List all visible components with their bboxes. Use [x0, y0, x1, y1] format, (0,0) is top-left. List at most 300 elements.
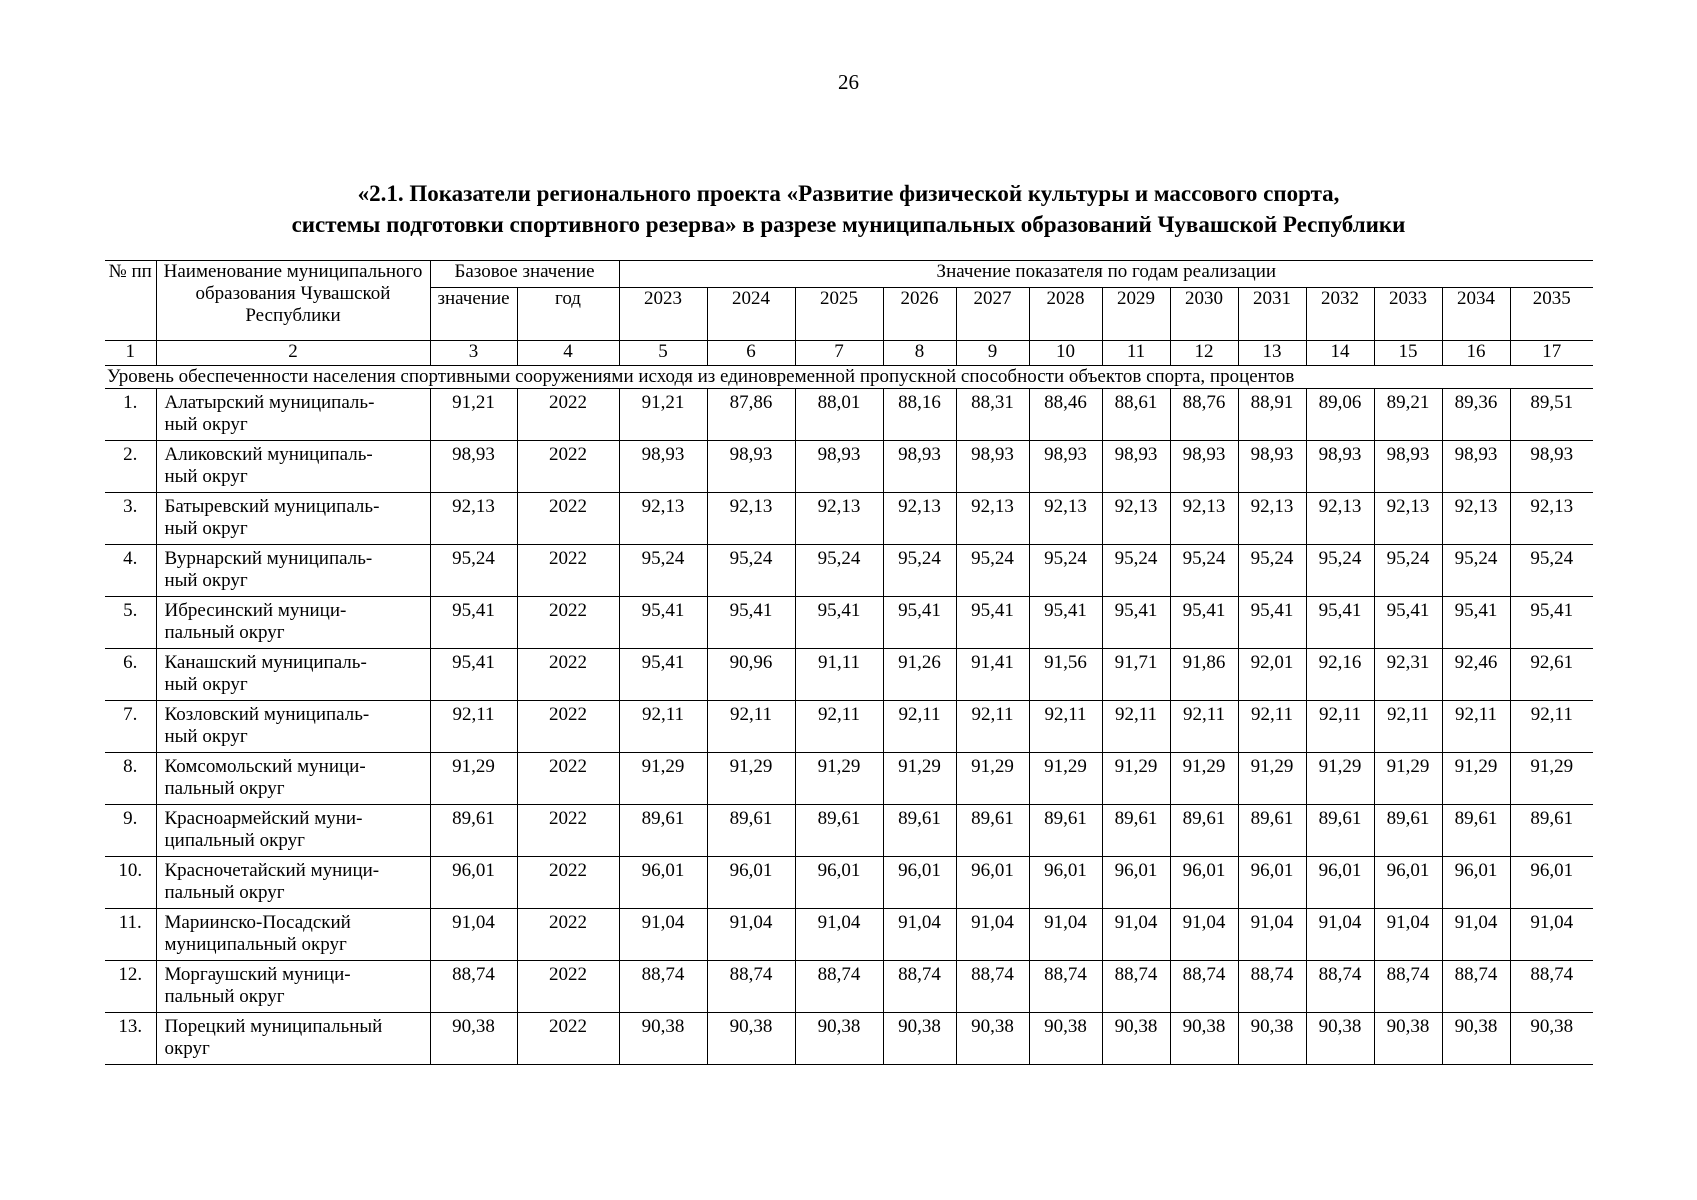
column-number: 9 [956, 341, 1029, 366]
year-value: 92,13 [1510, 493, 1593, 545]
base-year: 2022 [517, 649, 619, 701]
year-value: 88,31 [956, 389, 1029, 441]
year-value: 96,01 [795, 857, 883, 909]
year-value: 90,38 [1029, 1013, 1102, 1065]
header-years-group: Значение показателя по годам реализации [619, 261, 1593, 288]
base-year: 2022 [517, 753, 619, 805]
year-value: 98,93 [1170, 441, 1238, 493]
year-value: 95,41 [619, 649, 707, 701]
base-value: 95,24 [430, 545, 517, 597]
base-year: 2022 [517, 805, 619, 857]
municipality-name-line-1: Красночетайский муници- [164, 860, 380, 881]
municipality-name-line-1: Моргаушский муници- [164, 964, 351, 985]
municipality-name-line-1: Алатырский муниципаль- [164, 392, 375, 413]
year-value: 95,24 [1510, 545, 1593, 597]
year-value: 89,61 [619, 805, 707, 857]
year-value: 92,13 [1102, 493, 1170, 545]
year-value: 98,93 [1442, 441, 1510, 493]
base-year: 2022 [517, 545, 619, 597]
year-value: 96,01 [1029, 857, 1102, 909]
year-value: 92,46 [1442, 649, 1510, 701]
year-value: 89,51 [1510, 389, 1593, 441]
row-number: 6. [105, 649, 156, 701]
year-value: 89,61 [956, 805, 1029, 857]
year-value: 88,74 [619, 961, 707, 1013]
year-value: 89,61 [1029, 805, 1102, 857]
municipality-name [156, 1013, 430, 1065]
municipality-name-line-2: ный округ [164, 466, 248, 487]
year-value: 91,26 [883, 649, 956, 701]
column-number: 4 [517, 341, 619, 366]
year-value: 92,13 [1442, 493, 1510, 545]
year-value: 89,61 [1442, 805, 1510, 857]
year-value: 91,29 [795, 753, 883, 805]
row-number: 9. [105, 805, 156, 857]
municipality-name [156, 389, 430, 441]
year-value: 89,61 [1102, 805, 1170, 857]
year-value: 95,24 [1306, 545, 1374, 597]
year-value: 91,04 [1102, 909, 1170, 961]
table-row [105, 545, 1593, 597]
header-year: 2027 [956, 288, 1029, 341]
table-row [105, 389, 1593, 441]
table-row [105, 649, 1593, 701]
year-value: 88,74 [1102, 961, 1170, 1013]
year-value: 95,41 [707, 597, 795, 649]
year-value: 88,74 [1510, 961, 1593, 1013]
header-year: 2035 [1510, 288, 1593, 341]
base-year: 2022 [517, 961, 619, 1013]
year-value: 88,74 [1374, 961, 1442, 1013]
table-row [105, 597, 1593, 649]
year-value: 98,93 [1306, 441, 1374, 493]
base-value: 96,01 [430, 857, 517, 909]
year-value: 90,38 [1442, 1013, 1510, 1065]
year-value: 91,04 [707, 909, 795, 961]
municipality-name [156, 649, 430, 701]
base-year: 2022 [517, 701, 619, 753]
year-value: 95,24 [1029, 545, 1102, 597]
year-value: 90,38 [1306, 1013, 1374, 1065]
column-number: 11 [1102, 341, 1170, 366]
municipality-name [156, 961, 430, 1013]
title-line-1: «2.1. Показатели регионального проекта «Развитие физической культуры и массового спорта, [357, 181, 1340, 206]
municipality-name-line-1: Батыревский муниципаль- [164, 496, 380, 517]
row-number: 5. [105, 597, 156, 649]
table-row [105, 857, 1593, 909]
year-value: 90,38 [883, 1013, 956, 1065]
year-value: 90,96 [707, 649, 795, 701]
year-value: 96,01 [956, 857, 1029, 909]
year-value: 92,01 [1238, 649, 1306, 701]
row-number: 2. [105, 441, 156, 493]
year-value: 90,38 [1238, 1013, 1306, 1065]
year-value: 95,41 [1306, 597, 1374, 649]
year-value: 92,13 [1374, 493, 1442, 545]
municipality-name [156, 909, 430, 961]
year-value: 96,01 [1102, 857, 1170, 909]
column-number: 6 [707, 341, 795, 366]
year-value: 91,29 [707, 753, 795, 805]
year-value: 95,41 [1510, 597, 1593, 649]
year-value: 98,93 [1102, 441, 1170, 493]
base-value: 92,13 [430, 493, 517, 545]
row-number: 1. [105, 389, 156, 441]
header-year: 2033 [1374, 288, 1442, 341]
year-value: 95,24 [1442, 545, 1510, 597]
year-value: 91,04 [1029, 909, 1102, 961]
year-value: 98,93 [1029, 441, 1102, 493]
year-value: 95,24 [707, 545, 795, 597]
year-value: 92,13 [883, 493, 956, 545]
year-value: 89,61 [795, 805, 883, 857]
year-value: 92,13 [1029, 493, 1102, 545]
base-value: 91,21 [430, 389, 517, 441]
year-value: 88,74 [1238, 961, 1306, 1013]
base-value: 90,38 [430, 1013, 517, 1065]
year-value: 95,24 [1170, 545, 1238, 597]
header-year: 2024 [707, 288, 795, 341]
year-value: 91,04 [1374, 909, 1442, 961]
year-value: 89,61 [1170, 805, 1238, 857]
year-value: 92,11 [1510, 701, 1593, 753]
municipality-name-line-2: пальный округ [164, 622, 285, 643]
year-value: 88,76 [1170, 389, 1238, 441]
base-year: 2022 [517, 1013, 619, 1065]
year-value: 91,04 [883, 909, 956, 961]
table-row [105, 701, 1593, 753]
year-value: 91,04 [1510, 909, 1593, 961]
base-year: 2022 [517, 857, 619, 909]
year-value: 88,91 [1238, 389, 1306, 441]
year-value: 95,41 [956, 597, 1029, 649]
municipality-name-line-2: ный округ [164, 570, 248, 591]
year-value: 96,01 [1306, 857, 1374, 909]
year-value: 91,29 [1238, 753, 1306, 805]
title-line-2: системы подготовки спортивного резерва» в разрезе муниципальных образований Чувашской Республики [291, 212, 1406, 237]
year-value: 91,29 [1102, 753, 1170, 805]
row-number: 7. [105, 701, 156, 753]
year-value: 90,38 [1102, 1013, 1170, 1065]
year-value: 96,01 [1170, 857, 1238, 909]
column-number: 1 [105, 341, 156, 366]
year-value: 88,01 [795, 389, 883, 441]
municipality-name-line-2: ный округ [164, 414, 248, 435]
year-value: 91,04 [1306, 909, 1374, 961]
year-value: 95,41 [795, 597, 883, 649]
header-year: 2031 [1238, 288, 1306, 341]
year-value: 95,41 [1170, 597, 1238, 649]
municipality-name-line-2: ный округ [164, 726, 248, 747]
year-value: 92,61 [1510, 649, 1593, 701]
year-value: 91,29 [1510, 753, 1593, 805]
year-value: 89,61 [883, 805, 956, 857]
year-value: 95,41 [619, 597, 707, 649]
year-value: 95,41 [1442, 597, 1510, 649]
year-value: 91,29 [1029, 753, 1102, 805]
year-value: 98,93 [619, 441, 707, 493]
municipality-name [156, 545, 430, 597]
column-number: 16 [1442, 341, 1510, 366]
year-value: 96,01 [619, 857, 707, 909]
column-number: 5 [619, 341, 707, 366]
year-value: 89,61 [1374, 805, 1442, 857]
year-value: 91,29 [883, 753, 956, 805]
municipality-name-line-1: Порецкий муниципальный [164, 1016, 383, 1037]
year-value: 91,29 [619, 753, 707, 805]
year-value: 92,11 [1029, 701, 1102, 753]
year-value: 91,04 [619, 909, 707, 961]
row-number: 3. [105, 493, 156, 545]
year-value: 95,24 [1102, 545, 1170, 597]
year-value: 92,11 [1442, 701, 1510, 753]
year-value: 92,11 [707, 701, 795, 753]
table-row [105, 1013, 1593, 1065]
header-year: 2025 [795, 288, 883, 341]
year-value: 92,13 [1170, 493, 1238, 545]
year-value: 88,74 [1306, 961, 1374, 1013]
year-value: 89,61 [1306, 805, 1374, 857]
year-value: 96,01 [1374, 857, 1442, 909]
municipality-name-line-2: округ [164, 1038, 210, 1059]
year-value: 92,13 [619, 493, 707, 545]
year-value: 91,56 [1029, 649, 1102, 701]
year-value: 95,41 [1102, 597, 1170, 649]
year-value: 92,13 [956, 493, 1029, 545]
base-value: 91,29 [430, 753, 517, 805]
municipality-name-line-1: Ибресинский муници- [164, 600, 347, 621]
municipality-name [156, 753, 430, 805]
column-number: 7 [795, 341, 883, 366]
header-year: 2032 [1306, 288, 1374, 341]
year-value: 91,29 [1374, 753, 1442, 805]
year-value: 91,86 [1170, 649, 1238, 701]
year-value: 95,41 [883, 597, 956, 649]
year-value: 90,38 [1374, 1013, 1442, 1065]
year-value: 88,74 [1170, 961, 1238, 1013]
header-base-value: значение [430, 288, 517, 341]
year-value: 96,01 [1238, 857, 1306, 909]
year-value: 95,24 [795, 545, 883, 597]
year-value: 87,86 [707, 389, 795, 441]
year-value: 90,38 [956, 1013, 1029, 1065]
column-number: 10 [1029, 341, 1102, 366]
year-value: 91,71 [1102, 649, 1170, 701]
year-value: 92,16 [1306, 649, 1374, 701]
year-value: 91,29 [1170, 753, 1238, 805]
year-value: 98,93 [707, 441, 795, 493]
municipality-name-line-2: муниципальный округ [164, 934, 347, 955]
year-value: 95,41 [1029, 597, 1102, 649]
year-value: 91,11 [795, 649, 883, 701]
base-value: 98,93 [430, 441, 517, 493]
municipality-name-line-2: ный округ [164, 674, 248, 695]
municipality-name [156, 857, 430, 909]
year-value: 92,11 [619, 701, 707, 753]
year-value: 95,24 [619, 545, 707, 597]
year-value: 90,38 [1170, 1013, 1238, 1065]
table-row [105, 909, 1593, 961]
year-value: 95,41 [1374, 597, 1442, 649]
column-number: 8 [883, 341, 956, 366]
base-year: 2022 [517, 389, 619, 441]
municipality-name-line-1: Мариинско-Посадский [164, 912, 351, 933]
year-value: 92,11 [1374, 701, 1442, 753]
base-year: 2022 [517, 597, 619, 649]
table-row [105, 805, 1593, 857]
year-value: 92,11 [956, 701, 1029, 753]
municipality-name-line-2: пальный округ [164, 882, 285, 903]
year-value: 91,04 [1238, 909, 1306, 961]
section-title: Уровень обеспеченности населения спортивными сооружениями исходя из единовременной пропускной способности объектов спорта, процентов [105, 366, 1593, 389]
base-year: 2022 [517, 909, 619, 961]
header-year: 2034 [1442, 288, 1510, 341]
municipality-name-line-2: пальный округ [164, 986, 285, 1007]
header-year: 2030 [1170, 288, 1238, 341]
base-value: 88,74 [430, 961, 517, 1013]
year-value: 89,61 [1510, 805, 1593, 857]
year-value: 89,61 [707, 805, 795, 857]
header-year: 2023 [619, 288, 707, 341]
year-value: 98,93 [1374, 441, 1442, 493]
base-value: 95,41 [430, 597, 517, 649]
municipality-name [156, 441, 430, 493]
year-value: 91,04 [1442, 909, 1510, 961]
header-base-year: год [517, 288, 619, 341]
municipality-name-line-1: Комсомольский муници- [164, 756, 366, 777]
municipality-name [156, 493, 430, 545]
year-value: 88,74 [883, 961, 956, 1013]
municipality-name-line-1: Козловский муниципаль- [164, 704, 370, 725]
column-number: 15 [1374, 341, 1442, 366]
year-value: 91,29 [1442, 753, 1510, 805]
header-name: Наименование муниципального образования Чувашской Республики [156, 261, 430, 341]
row-number: 13. [105, 1013, 156, 1065]
row-number: 11. [105, 909, 156, 961]
column-number: 3 [430, 341, 517, 366]
column-number: 2 [156, 341, 430, 366]
municipality-name-line-1: Красноармейский муни- [164, 808, 363, 829]
year-value: 92,13 [1306, 493, 1374, 545]
year-value: 91,29 [1306, 753, 1374, 805]
year-value: 92,31 [1374, 649, 1442, 701]
table-row [105, 961, 1593, 1013]
year-value: 96,01 [1510, 857, 1593, 909]
year-value: 92,13 [1238, 493, 1306, 545]
year-value: 88,16 [883, 389, 956, 441]
year-value: 91,04 [795, 909, 883, 961]
year-value: 88,74 [707, 961, 795, 1013]
year-value: 91,04 [1170, 909, 1238, 961]
column-number: 12 [1170, 341, 1238, 366]
year-value: 98,93 [1238, 441, 1306, 493]
row-number: 12. [105, 961, 156, 1013]
municipality-name [156, 701, 430, 753]
year-value: 96,01 [883, 857, 956, 909]
year-value: 92,11 [1238, 701, 1306, 753]
table-row [105, 493, 1593, 545]
row-number: 8. [105, 753, 156, 805]
year-value: 92,11 [883, 701, 956, 753]
year-value: 88,74 [1029, 961, 1102, 1013]
municipality-name [156, 597, 430, 649]
municipality-name-line-2: ный округ [164, 518, 248, 539]
year-value: 88,74 [795, 961, 883, 1013]
base-value: 95,41 [430, 649, 517, 701]
year-value: 92,13 [795, 493, 883, 545]
base-year: 2022 [517, 493, 619, 545]
municipality-name [156, 805, 430, 857]
year-value: 90,38 [795, 1013, 883, 1065]
year-value: 96,01 [1442, 857, 1510, 909]
year-value: 95,41 [1238, 597, 1306, 649]
year-value: 88,74 [956, 961, 1029, 1013]
column-number: 17 [1510, 341, 1593, 366]
year-value: 96,01 [707, 857, 795, 909]
municipality-name-line-2: пальный округ [164, 778, 285, 799]
municipality-name-line-1: Вурнарский муниципаль- [164, 548, 373, 569]
row-number: 10. [105, 857, 156, 909]
year-value: 91,04 [956, 909, 1029, 961]
municipality-name-line-1: Канашский муниципаль- [164, 652, 367, 673]
year-value: 92,11 [1170, 701, 1238, 753]
header-base: Базовое значение [430, 261, 619, 288]
municipality-name-line-1: Аликовский муниципаль- [164, 444, 373, 465]
year-value: 91,29 [956, 753, 1029, 805]
year-value: 89,61 [1238, 805, 1306, 857]
document-title [0, 178, 1697, 240]
year-value: 88,46 [1029, 389, 1102, 441]
year-value: 92,13 [707, 493, 795, 545]
table-row [105, 753, 1593, 805]
year-value: 89,21 [1374, 389, 1442, 441]
page-number: 26 [838, 70, 859, 94]
year-value: 91,41 [956, 649, 1029, 701]
year-value: 89,36 [1442, 389, 1510, 441]
column-number: 14 [1306, 341, 1374, 366]
year-value: 90,38 [619, 1013, 707, 1065]
year-value: 90,38 [1510, 1013, 1593, 1065]
year-value: 91,21 [619, 389, 707, 441]
year-value: 88,61 [1102, 389, 1170, 441]
year-value: 98,93 [883, 441, 956, 493]
year-value: 95,24 [1238, 545, 1306, 597]
year-value: 98,93 [956, 441, 1029, 493]
base-value: 89,61 [430, 805, 517, 857]
table-row [105, 441, 1593, 493]
base-value: 91,04 [430, 909, 517, 961]
year-value: 98,93 [1510, 441, 1593, 493]
indicators-table [105, 260, 1593, 1065]
municipality-name-line-2: ципальный округ [164, 830, 305, 851]
year-value: 95,24 [883, 545, 956, 597]
year-value: 88,74 [1442, 961, 1510, 1013]
year-value: 98,93 [795, 441, 883, 493]
year-value: 90,38 [707, 1013, 795, 1065]
header-year: 2028 [1029, 288, 1102, 341]
year-value: 92,11 [1306, 701, 1374, 753]
column-number: 13 [1238, 341, 1306, 366]
year-value: 95,24 [1374, 545, 1442, 597]
year-value: 92,11 [795, 701, 883, 753]
base-year: 2022 [517, 441, 619, 493]
row-number: 4. [105, 545, 156, 597]
header-year: 2029 [1102, 288, 1170, 341]
year-value: 89,06 [1306, 389, 1374, 441]
year-value: 95,24 [956, 545, 1029, 597]
header-num: № пп [105, 261, 156, 341]
header-year: 2026 [883, 288, 956, 341]
